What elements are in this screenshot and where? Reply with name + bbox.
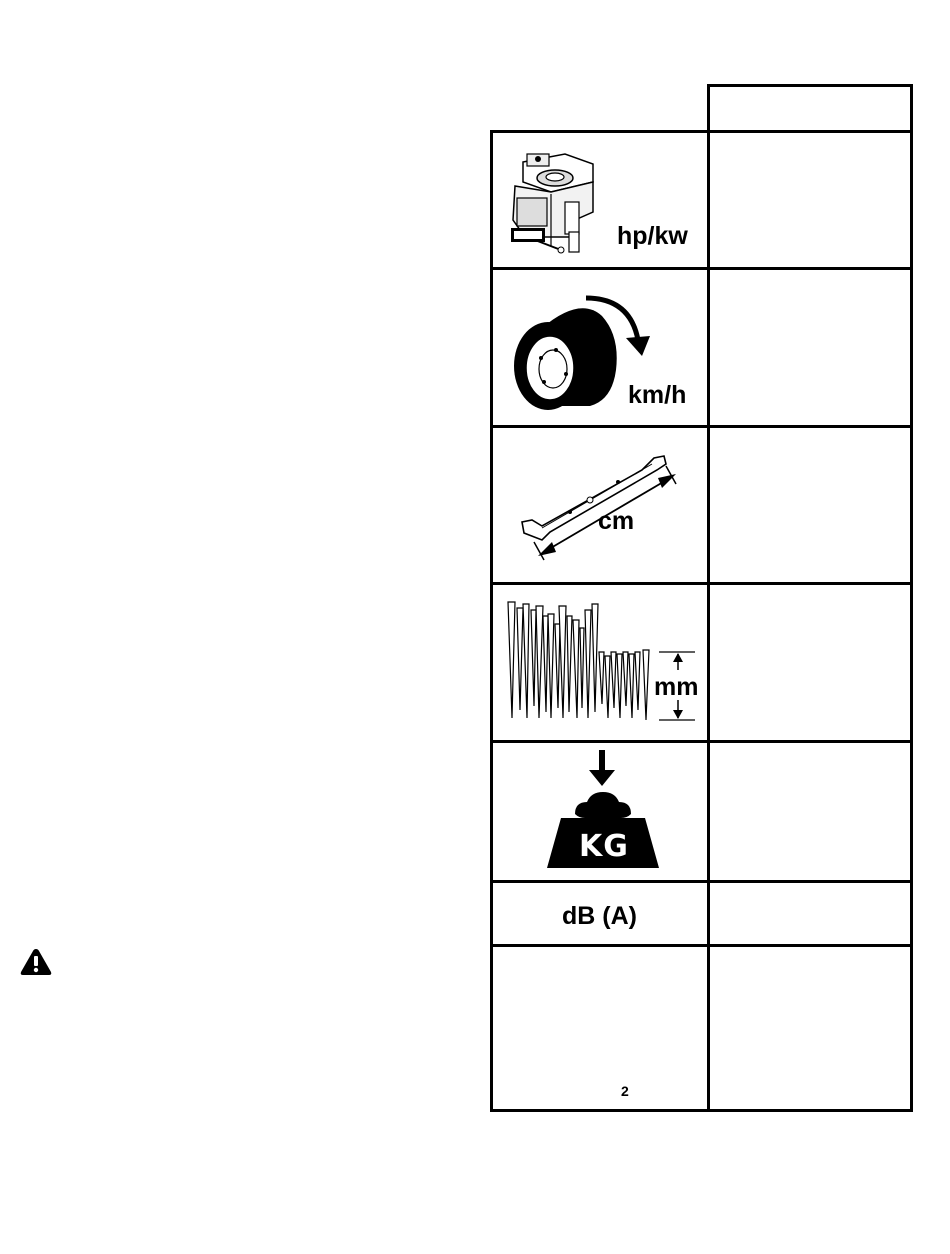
table-border: [910, 84, 913, 1112]
warning-triangle-icon: [19, 947, 53, 977]
table-border: [707, 130, 710, 1112]
table-border: [490, 425, 913, 428]
unit-label: km/h: [628, 381, 687, 409]
unit-label: dB (A): [562, 902, 637, 930]
table-border: [490, 740, 913, 743]
unit-label: cm: [598, 507, 635, 535]
table-border: [490, 944, 913, 947]
table-border: [490, 582, 913, 585]
unit-label: mm: [654, 673, 699, 701]
table-border: [490, 130, 913, 133]
blade-width-icon: [512, 448, 682, 563]
table-border: [707, 84, 913, 87]
table-border: [490, 1109, 913, 1112]
table-border: [490, 267, 913, 270]
unit-label: KG: [579, 829, 629, 864]
table-border: [490, 880, 913, 883]
unit-label: hp/kw: [617, 222, 688, 250]
engine-icon: [505, 142, 595, 257]
footnote-marker: 2: [621, 1083, 629, 1099]
table-border: [707, 84, 710, 132]
table-border: [490, 130, 493, 1112]
grass-height-icon: [503, 600, 703, 725]
